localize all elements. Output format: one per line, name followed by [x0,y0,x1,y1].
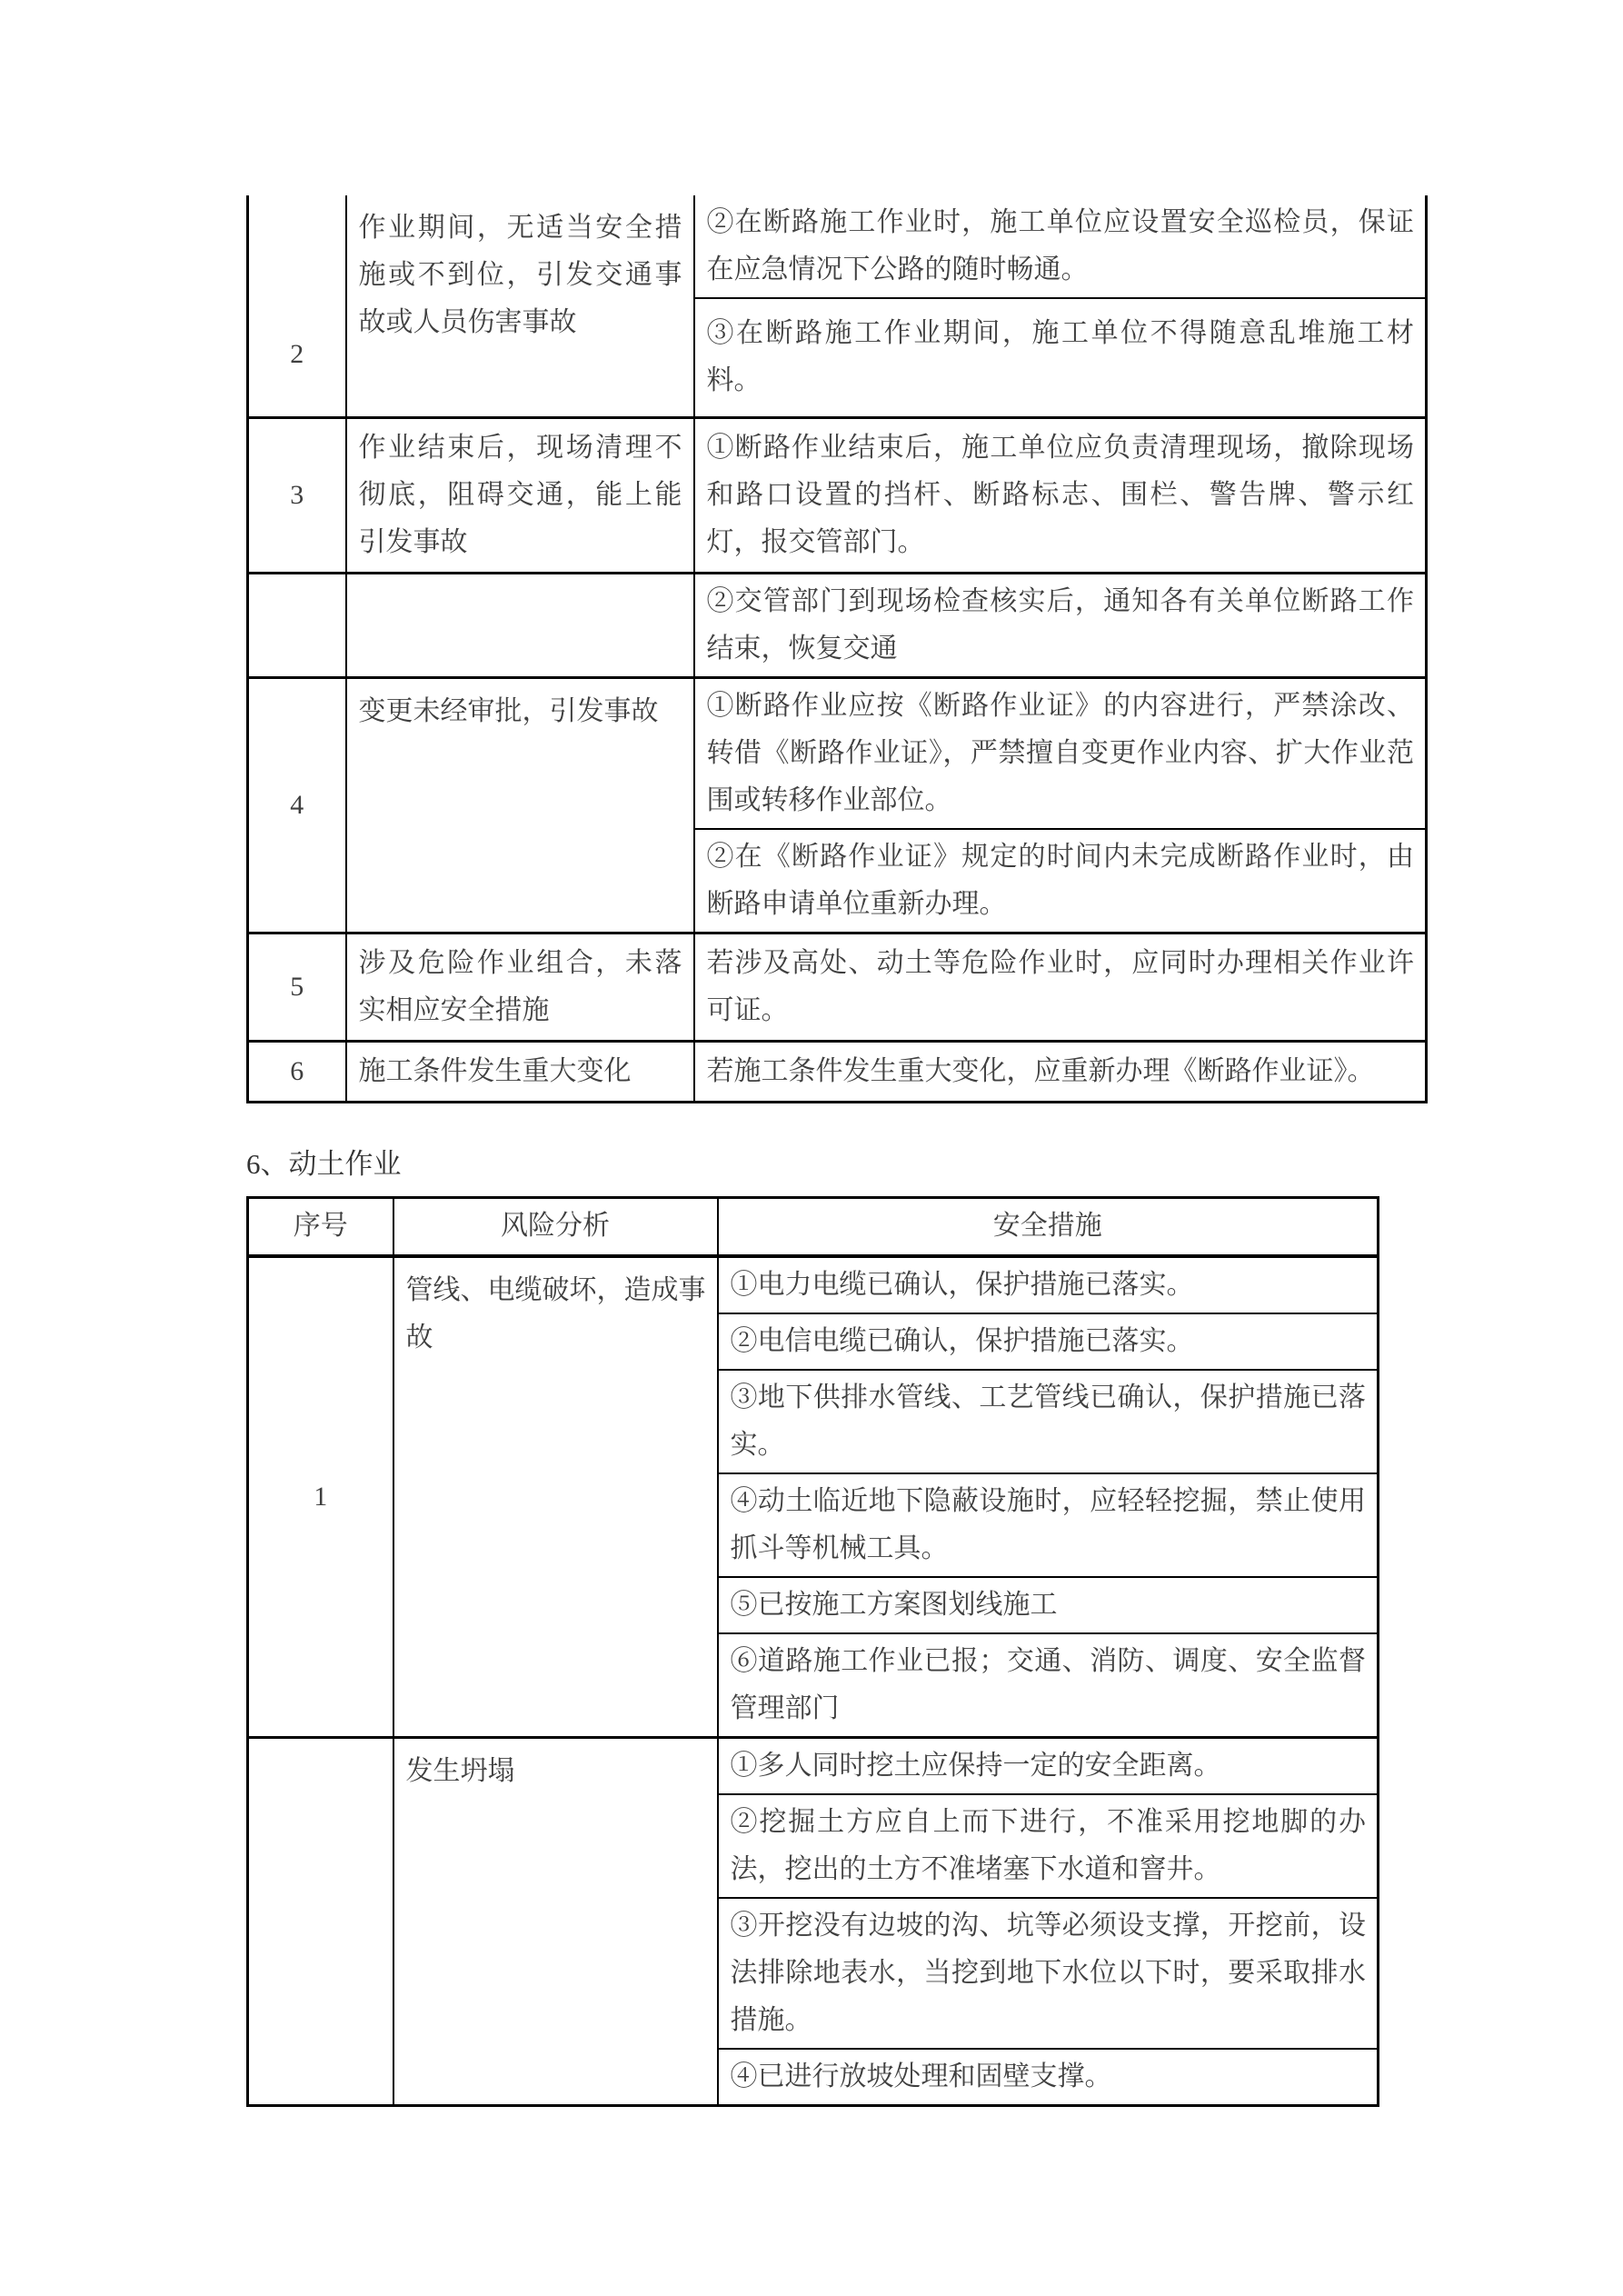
measure-cell: ②在断路施工作业时，施工单位应设置安全巡检员，保证在应急情况下公路的随时畅通。 [694,195,1427,298]
seq-cell: 6 [248,1041,346,1102]
header-risk-analysis: 风险分析 [393,1198,718,1256]
measure-cell: ③在断路施工作业期间，施工单位不得随意乱堆施工材料。 [694,298,1427,417]
seq-cell [248,1737,393,2105]
measure-cell: 若涉及高处、动土等危险作业时，应同时办理相关作业许可证。 [694,933,1427,1041]
risk-cell [346,573,694,677]
road-breaking-risk-table [246,195,1428,1103]
seq-cell: 3 [248,417,346,573]
measure-cell: ④动土临近地下隐蔽设施时，应轻轻挖掘，禁止使用抓斗等机械工具。 [718,1473,1379,1577]
measure-cell: 若施工条件发生重大变化，应重新办理《断路作业证》。 [694,1041,1427,1102]
measure-cell: ②交管部门到现场检查核实后，通知各有关单位断路工作结束，恢复交通 [694,573,1427,677]
measure-cell: ④已进行放坡处理和固壁支撑。 [718,2049,1379,2106]
table-header-row [248,1198,1379,1256]
seq-cell: 2 [248,195,346,417]
measure-cell: ③开挖没有边坡的沟、坑等必须设支撑，开挖前，设法排除地表水，当挖到地下水位以下时，要采取排水措施。 [718,1898,1379,2049]
earth-moving-risk-table [246,1196,1379,2107]
measure-cell: ②在《断路作业证》规定的时间内未完成断路作业时，由断路申请单位重新办理。 [694,829,1427,933]
seq-cell [248,573,346,677]
risk-cell: 发生坍塌 [393,1737,718,2105]
risk-cell: 涉及危险作业组合，未落实相应安全措施 [346,933,694,1041]
section-heading: 6、动土作业 [246,1148,402,1180]
risk-cell: 作业期间，无适当安全措施或不到位，引发交通事故或人员伤害事故 [346,195,694,417]
table-row [248,1737,1379,1794]
seq-cell: 4 [248,677,346,933]
measure-cell: ⑤已按施工方案图划线施工 [718,1577,1379,1633]
measure-cell: ②挖掘土方应自上而下进行，不准采用挖地脚的办法，挖出的土方不准堵塞下水道和窨井。 [718,1794,1379,1898]
table-row [248,1256,1379,1313]
table-row [248,1041,1427,1102]
risk-cell: 作业结束后，现场清理不彻底，阻碍交通，能上能引发事故 [346,417,694,573]
measure-cell: ③地下供排水管线、工艺管线已确认，保护措施已落实。 [718,1370,1379,1473]
table-row [248,417,1427,573]
seq-cell: 5 [248,933,346,1041]
table-row [248,677,1427,829]
measure-cell: ②电信电缆已确认，保护措施已落实。 [718,1313,1379,1370]
measure-cell: ⑥道路施工作业已报；交通、消防、调度、安全监督管理部门 [718,1633,1379,1738]
table-row [248,933,1427,1041]
risk-cell: 管线、电缆破坏，造成事故 [393,1256,718,1738]
table-row [248,195,1427,298]
measure-cell: ①断路作业结束后，施工单位应负责清理现场，撤除现场和路口设置的挡杆、断路标志、围栏、警告牌、警示红灯，报交管部门。 [694,417,1427,573]
measure-cell: ①断路作业应按《断路作业证》的内容进行，严禁涂改、转借《断路作业证》，严禁擅自变更作业内容、扩大作业范围或转移作业部位。 [694,677,1427,829]
table-row [248,573,1427,677]
header-safety-measures: 安全措施 [718,1198,1379,1256]
risk-cell: 变更未经审批，引发事故 [346,677,694,933]
header-seq: 序号 [248,1198,393,1256]
seq-cell: 1 [248,1256,393,1738]
measure-cell: ①电力电缆已确认，保护措施已落实。 [718,1256,1379,1313]
measure-cell: ①多人同时挖土应保持一定的安全距离。 [718,1737,1379,1794]
risk-cell: 施工条件发生重大变化 [346,1041,694,1102]
